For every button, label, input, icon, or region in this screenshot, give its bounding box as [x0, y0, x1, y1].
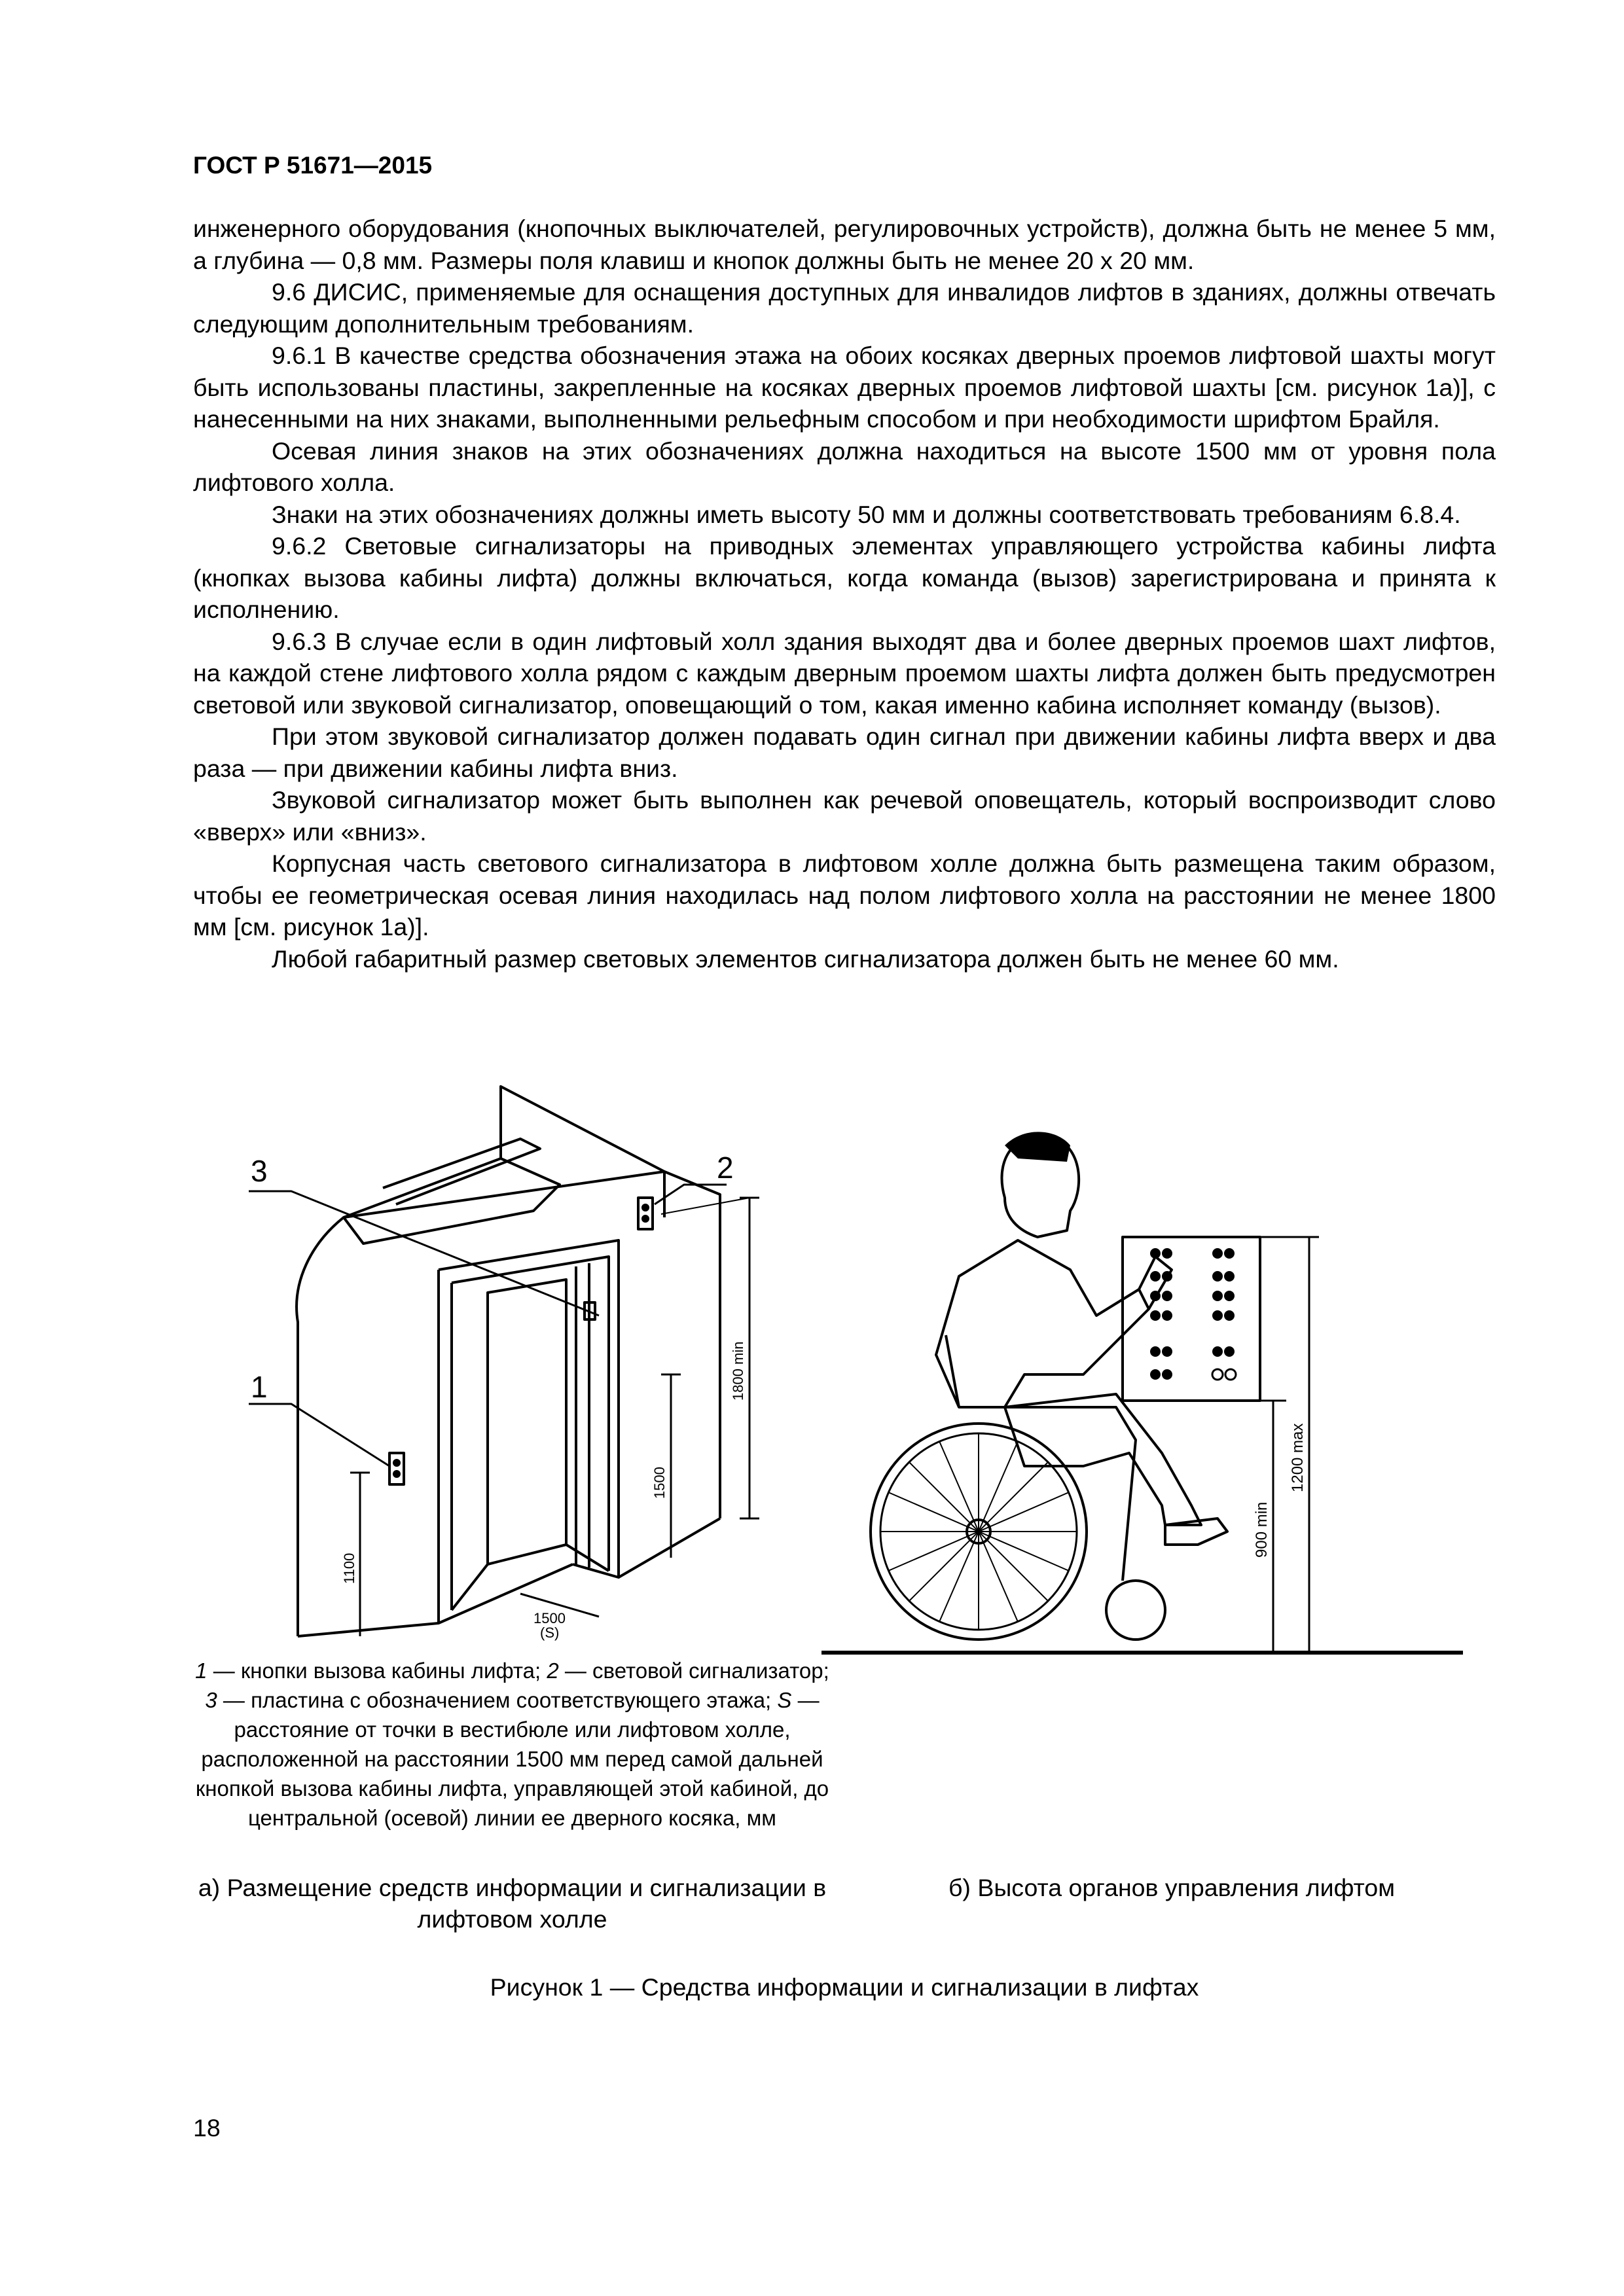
dim-label-s-sub: (S)	[540, 1624, 560, 1641]
legend-text-s: — расстояние от точки в вестибюле или лифтовом холле, расположенной на расстоянии 1500 мм перед самой дальней кнопкой вызова кабины лифта, управляющей этой кабиной, до центральной (осевой) линии ее дверного косяка, мм	[195, 1688, 829, 1830]
signal-lamp-dot	[643, 1216, 648, 1221]
paragraph: 9.6 ДИСИС, применяемые для оснащения доступных для инвалидов лифтов в зданиях, должны отвечать следующим дополнительным требованиям.	[193, 278, 1496, 338]
wall-left-edge	[297, 1217, 344, 1636]
callout-2: 2	[717, 1151, 734, 1185]
callout-3: 3	[251, 1154, 268, 1188]
paragraph: При этом звуковой сигнализатор должен подавать один сигнал при движении кабины лифта вверх и два раза — при движении кабины лифта вниз.	[193, 723, 1496, 782]
legend-text-1: — кнопки вызова кабины лифта;	[207, 1659, 547, 1683]
paragraph: Осевая линия знаков на этих обозначениях должна находиться на высоте 1500 мм от уровня пола лифтового холла.	[193, 437, 1496, 496]
call-buttons	[389, 1453, 404, 1484]
wheel-small	[1106, 1581, 1165, 1640]
paragraph: инженерного оборудования (кнопочных выключателей, регулировочных устройств), должна быть не менее 5 мм, а глубина — 0,8 мм. Размеры поля клавиш и кнопок должны быть не менее 20 х 20 мм.	[193, 215, 1496, 274]
dim-label-900: 900 min	[1253, 1501, 1271, 1558]
dim-label-1100: 1100	[341, 1552, 357, 1584]
cabin-back-wall	[488, 1280, 566, 1564]
legend-num-1: 1	[195, 1659, 208, 1683]
person-torso	[936, 1240, 1149, 1407]
callout-1: 1	[251, 1370, 268, 1404]
page-number: 18	[193, 2114, 221, 2142]
body-text	[193, 213, 1496, 975]
subcaption-b: б) Высота органов управления лифтом	[948, 1874, 1396, 1901]
legend-sym-s: S	[777, 1688, 792, 1712]
dim-label-s: 1500	[533, 1610, 566, 1626]
door-frame-outer	[439, 1240, 619, 1577]
figure-b-control-height	[808, 1100, 1463, 1656]
person-foot	[1165, 1518, 1227, 1545]
legend-text-3: — пластина с обозначением соответствующего этажа;	[217, 1688, 778, 1712]
floor-line-right	[619, 1518, 720, 1577]
dim-extension-1800	[661, 1198, 749, 1214]
wheel-spokes	[880, 1433, 1077, 1630]
signal-lamp	[638, 1198, 653, 1229]
wall-right-edge	[664, 1172, 720, 1518]
cabin-floor-right	[566, 1545, 609, 1571]
paragraph: Корпусная часть светового сигнализатора в лифтовом холле должна быть размещена таким образом, чтобы ее геометрическая осевая линия находилась над полом лифтового холла на расстоянии не менее 1800 мм [см. рисунок 1а)].	[193, 850, 1496, 941]
call-button-dot	[394, 1460, 399, 1465]
legend-num-2: 2	[547, 1659, 559, 1683]
paragraph: Любой габаритный размер световых элементов сигнализатора должен быть не менее 60 мм.	[272, 944, 1339, 973]
floor-line	[298, 1564, 573, 1636]
subcaption-a: а) Размещение средств информации и сигнализации в лифтовом холле	[198, 1874, 827, 1933]
paragraph: Знаки на этих обозначениях должны иметь высоту 50 мм и должны соответствовать требованиям 6.8.4.	[272, 500, 1461, 528]
panel-buttons	[1150, 1248, 1235, 1380]
figure-a-elevator-hall	[232, 1047, 782, 1656]
figure-caption: Рисунок 1 — Средства информации и сигнализации в лифтах	[490, 1973, 1199, 2001]
paragraph: 9.6.1 В качестве средства обозначения этажа на обоих косяках дверных проемов лифтовой шахты могут быть использованы пластины, закрепленные на косяках дверных проемов лифтовой шахты [см. рисунок 1а)], с нанесенными на них знаками, выполненными рельефным способом и при необходимости шрифтом Брайля.	[193, 342, 1496, 433]
person-hair	[1005, 1132, 1070, 1162]
dim-label-1800: 1800 min	[730, 1341, 746, 1401]
wall-top	[344, 1172, 664, 1217]
legend-text-2: — световой сигнализатор;	[558, 1659, 829, 1683]
paragraph: Звуковой сигнализатор может быть выполнен как речевой оповещатель, который воспроизводит слово «вверх» или «вниз».	[193, 786, 1496, 846]
leader-line-1	[249, 1404, 389, 1466]
signal-lamp-dot	[643, 1205, 648, 1210]
call-button-dot	[394, 1471, 399, 1477]
control-panel	[1123, 1237, 1260, 1401]
dim-label-1500: 1500	[651, 1467, 668, 1499]
chair-back	[946, 1335, 959, 1407]
person-leg	[1005, 1394, 1201, 1525]
chair-frame	[972, 1407, 1136, 1581]
dim-label-1200: 1200 max	[1289, 1423, 1307, 1492]
paragraph: 9.6.2 Световые сигнализаторы на приводных элементах управляющего устройства кабины лифта (кнопках вызова кабины лифта) должны включаться, когда команда (вызов) зарегистрирована и принята к исполнению.	[193, 532, 1496, 623]
figure-legend	[193, 1656, 831, 1833]
paragraph: 9.6.3 В случае если в один лифтовый холл здания выходят два и более дверных проемов шахт лифтов, на каждой стене лифтового холла рядом с каждым дверным проемом шахты лифта должен быть предусмотрен световой или звуковой сигнализатор, оповещающий о том, какая именно кабина исполняет команду (вызов).	[193, 627, 1496, 719]
document-id-header: ГОСТ Р 51671—2015	[193, 152, 433, 179]
panel-buttons-outline	[1212, 1369, 1236, 1380]
legend-num-3: 3	[205, 1688, 217, 1712]
